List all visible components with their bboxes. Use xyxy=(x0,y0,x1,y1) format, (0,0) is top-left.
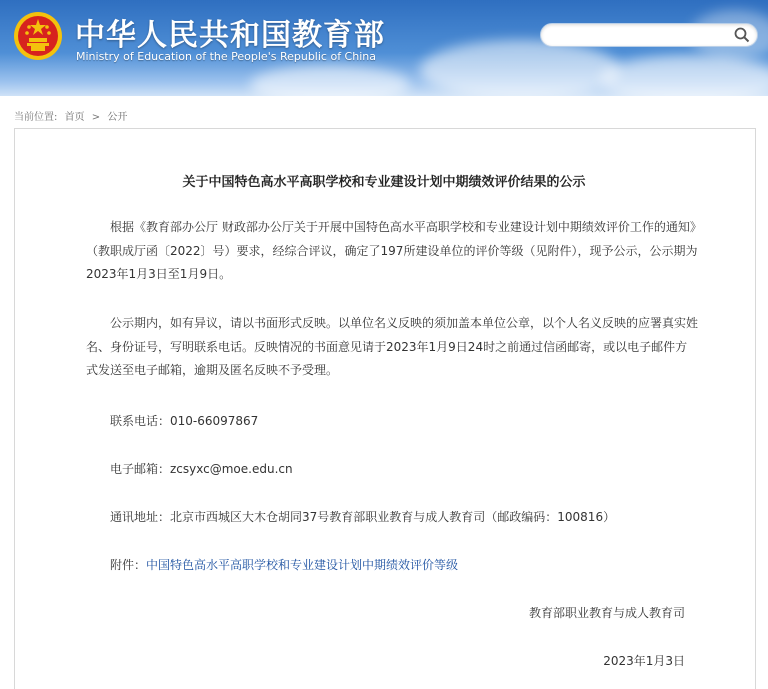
cloud-decoration xyxy=(600,55,768,96)
cloud-decoration xyxy=(250,65,410,96)
article-paragraph: 根据《教育部办公厅 财政部办公厅关于开展中国特色高水平高职学校和专业建设计划中期绩效评价工作的通知》（教职成厅函〔2022〕号）要求，经综合评议，确定了197所建设单位的评价等级（见附件），现予公示，公示期为2023年1月3日至1月9日。 xyxy=(86,220,698,281)
site-title[interactable]: 中华人民共和国教育部 xyxy=(75,18,385,53)
publish-date: 2023年1月3日 xyxy=(603,654,685,668)
search-box[interactable] xyxy=(540,23,758,47)
breadcrumb xyxy=(14,108,131,123)
article-paragraph: 公示期内，如有异议，请以书面形式反映。以单位名义反映的须加盖本单位公章，以个人名义反映的应署真实姓名、身份证号，写明联系电话。反映情况的书面意见请于2023年1月9日24时之前通过信函邮寄，或以电子邮件方式发送至电子邮箱，逾期及匿名反映不予受理。 xyxy=(86,316,699,377)
attachment-link[interactable]: 中国特色高水平高职学校和专业建设计划中期绩效评价等级 xyxy=(146,558,459,572)
cloud-decoration xyxy=(420,40,620,96)
national-emblem-icon[interactable] xyxy=(13,11,63,61)
signature: 教育部职业教育与成人教育司 xyxy=(528,606,685,620)
contact-phone: 联系电话：010-66097867 xyxy=(110,414,259,428)
search-icon[interactable] xyxy=(733,26,751,44)
breadcrumb-current-link[interactable]: 公开 xyxy=(107,112,128,123)
breadcrumb-separator: > xyxy=(91,112,101,123)
site-header xyxy=(0,0,768,96)
contact-address: 通讯地址：北京市西城区大木仓胡同37号教育部职业教育与成人教育司（邮政编码：100816） xyxy=(110,510,616,524)
search-input[interactable] xyxy=(551,26,721,44)
breadcrumb-home-link[interactable]: 首页 xyxy=(64,112,85,123)
attachment-row xyxy=(110,556,458,573)
contact-email: 电子邮箱：zcsyxc@moe.edu.cn xyxy=(110,462,293,476)
attachment-label: 附件： xyxy=(110,558,147,572)
article-title: 关于中国特色高水平高职学校和专业建设计划中期绩效评价结果的公示 xyxy=(182,175,586,190)
breadcrumb-label: 当前位置: xyxy=(14,112,58,123)
site-subtitle: Ministry of Education of the People's Republic of China xyxy=(76,50,376,63)
